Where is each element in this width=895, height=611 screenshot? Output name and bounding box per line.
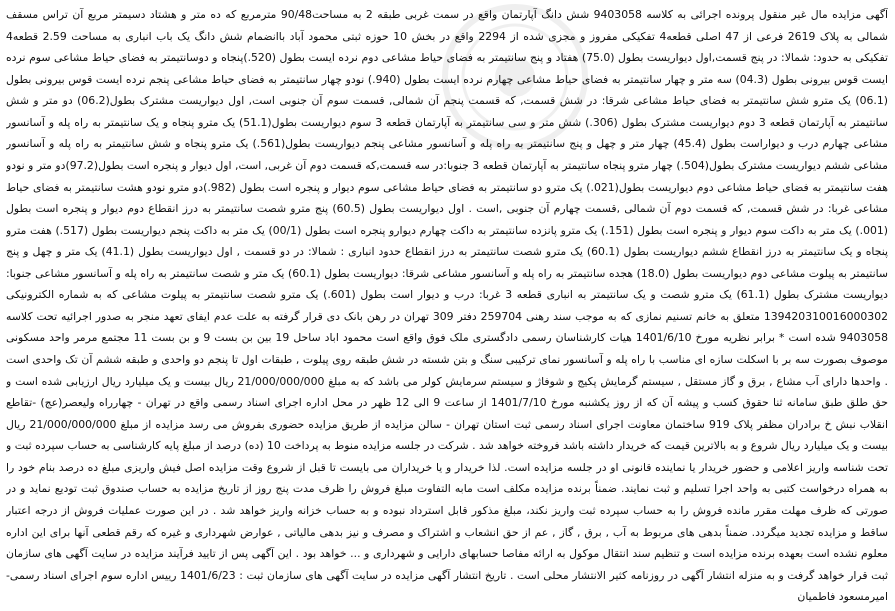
notice-body-text: آگهی مزایده مال غیر منقول پرونده اجرائی به کلاسه 9403058 شش دانگ آپارتمان واقع در سمت غربی طبقه 2 به مساحت90/48 مترمربع که ده متر و هشتاد دسیمتر مربع آن تراس مسقف شمالی به پلاک 2619 فرعی از 47 اصلی قطعه4 تفکیکی مفروز و مجزی شده از 2294 واقع در بخش 10 حوزه ثبتی محمود آباد باانضمام شش دانگ یک باب انباری به مساحت 2.59 قطعه4 تفکیکی به حدود: شمالا: در پنج قسمت,اول دیواریست بطول (75.0) هفتاد و پنج سانتیمتر به فضای حیاط مشاعی دوم نرده ایست بطول (520.)پنجاه و دوسانتیمتر به فضای حیاط مشاعی سوم نرده ایست قوس بیرونی بطول (04.3) سه متر و چهار سانتیمتر به فضای حیاط مشاعی چهارم نرده ایست بطول (940.) نودو چهار سانتیمتر به فضای حیاط مشاعی پنجم نرده ایست قوس بیرونی بطول (06.1) یک مترو شش سانتیمتر به فضای حیاط مشاعی شرقا: در شش قسمت, که قسمت پنجم آن شمالی, قسمت سوم آن جنوبی است, اول دیواریست مشترک بطول(06.2) دو متر و شش سانتیمتر به آپارتمان قطعه 3 دوم دیواریست مشترک بطول (306.) شش متر و سی سانتیمتر به آپارتمان قطعه 3 سوم دیواریست بطول(51.1) یک مترو پنجاه و یک سانتیمتر به راه پله و آسانسور مشاعی چهارم درب و دیواراست بطول (45.4) چهار متر و چهل و پنج سانتیمتر به راه پله و آسانسور مشاعی پنجم دیواریست بطول(561.) یک مترو پنجاه و شش سانتیمتر به راه پله و آسانسور مشاعی ششم دیواریست مشترک بطول(504.) چهار مترو پنجاه سانتیمتر به آپارتمان قطعه 3 جنوبا:در سه قسمت,که قسمت دوم آن غربی, است, اول دیوار و پنجره است بطول(97.2)دو متر و نودو هفت سانتیمتر به فضای حیاط مشاعی دوم دیواریست بطول(021.) یک مترو دو سانتیمتر به فضای حیاط مشاعی سوم دیوار و پنجره است بطول (982.)دو مترو نودو هشت سانتیمتر به فضای حیاط مشاعی غربا: در شش قسمت, که قسمت دوم آن شمالی ,قسمت چهارم آن جنوبی ,است . اول دیواریست بطول (60.5) پنج مترو شصت سانتیمتر به درز انقطاع دوم دیوار و پنجره است بطول (001.) یک متر به داکت سوم دیوار و پنجره است بطول (151.) یک مترو پانزده سانتیمتر به داکت چهارم دیوارو پنجره است بطول (00/1) یک متر به داکت پنجم دیواریست بطول (517.) هفت مترو پنجاه و یک سانتیمتر به درز انقطاع ششم دیواریست بطول (60.1) یک مترو شصت سانتیمتر به درز انقطاع حدود انباری : شمالا: در دو قسمت , اول دیواریست بطول (41.1) یک متر و چهل و پنج سانتیمتر به پیلوت مشاعی دوم دیواریست بطول (18.0) هجده سانتیمتر به راه پله و آسانسور مشاعی شرقا: دیواریست بطول (60.1) یک متر و شصت سانتیمتر به راه پله و آسانسور مشاعی جنوبا: دیواریست مشترک بطول (61.1) یک مترو شصت و یک سانتیمتر به انباری قطعه 3 غربا: درب و دیوار است بطول (601.) یک مترو شصت سانتیمتر به پیلوت مشاعی که به شماره الکترونیکی 139420310016000302 متعلق به خانم تسنیم نمازی که به موجب سند رهنی 259704 دفتر 309 تهران در رهن بانک دی قرار گرفته به علت عدم ایفای تعهد منجر به صدور اجرائیه تحت کلاسه 9403058 شده است * برابر نظریه مورخ 1401/6/10 هیات کارشناسان رسمی دادگستری ملک فوق واقع است محمود اباد ساحل 19 بین بن بست 9 و بن بست 11 مجتمع مرمر واحد مسکونی موصوف بصورت سه بر با اسکلت سازه ای مناسب با راه پله و آسانسور نمای ترکیبی سنگ و بتن شسته در شش طبقه روی پیلوت , طبقات اول تا پنجم دو واحدی و طبقه ششم آن تک واحدی است . واحدها دارای آب مشاع , برق و گاز مستقل , سیستم گرمایش پکیج و شوفاژ و سیستم سرمایش کولر می باشد که به مبلغ 21/000/000/000 ریال بیست و یک میلیارد ریال ارزیابی شده است و حق طلق طبق سامانه ثنا حقوق کسب و پیشه آن که از روز یکشنبه مورخ 1401/7/10 از ساعت 9 الی 12 ظهر در محل اداره اجرای اسناد رسمی واقع در تهران - چهارراه ولیعصر(عج) -تقاطع انقلاب نبش خ برادران مظفر پلاک 919 ساختمان معاونت اجرای اسناد رسمی ثبت استان تهران - سالن مزایده از طریق مزایده حضوری بفروش می رسد مزایده از مبلغ 21/000/000/000 ریال بیست و یک میلیارد ریال شروع و به بالاترین قیمت که خریدار داشته باشد فروخته خواهد شد . شرکت در جلسه مزایده منوط به پرداخت 10 (ده) درصد از مبلغ پایه کارشناسی به حساب سپرده ثبت و تحت شناسه واریز اعلامی و حضور خریدار یا نماینده قانونی او در جلسه مزایده است. لذا خریدار و یا خریداران می بایست تا قبل از شروع وقت مزایده اصل فیش واریزی مبلغ ده درصد بنام خود را به همراه درخواست کتبی به واحد اجرا تسلیم و ثبت نمایند. ضمناً برنده مزایده مکلف است مابه التفاوت مبلغ فروش را ظرف مدت پنج روز از تاریخ مزایده به حساب صندوق ثبت تودیع نماید و در صورتی که ظرف مهلت مقرر مانده فروش را به حساب سپرده ثبت واریز نکند، مبلغ مذکور قابل استرداد نبوده و به حساب خزانه واریز خواهد شد . در این صورت عملیات فروش از درجه اعتبار ساقط و مزایده تجدید میگردد. ضمناً بدهی های مربوط به آب , برق , گاز , عم از حق انشعاب و اشتراک و مصرف و نیز بدهی مالیاتی , عوارض شهرداری و غیره که رقم قطعی آنها برای این اداره معلوم نشده است بعهده برنده مزایده است و تنظیم سند انتقال موکول به ارائه مفاصا حسابهای دارایی و شهرداری و ... خواهد بود . این آگهی پس از تایید فرآیند مزایده در سایت آگهی های سازمان ثبت قرار خواهد گرفت و به منزله انتشار آگهی در روزنامه کثیر الانتشار محلی است . تاریخ انتشار آگهی مزایده در سایت آگهی های سازمان ثبت : 1401/6/23 رییس اداره سوم اجرای اسناد رسمی- امیرمسعود فاطمیان [6, 8, 888, 604]
auction-notice [6, 4, 888, 607]
